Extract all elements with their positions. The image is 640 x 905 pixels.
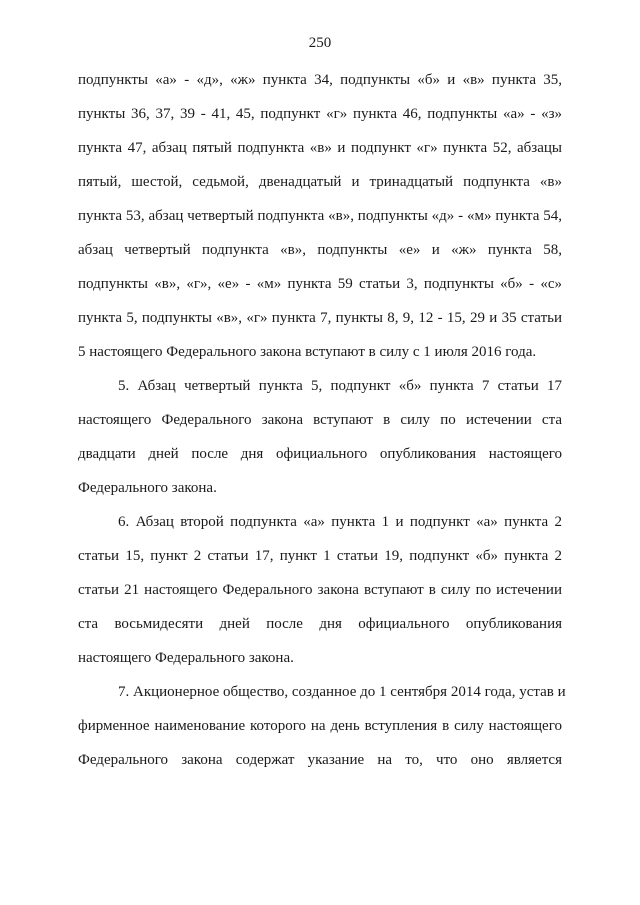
text-line: подпункты «в», «г», «е» - «м» пункта 59 статьи 3, подпункты «б» - «с» [78,276,562,292]
text-line: 7. Акционерное общество, созданное до 1 сентября 2014 года, устав и [118,684,566,700]
text-line: Федерального закона. [78,480,217,496]
text-line: пункта 53, абзац четвертый подпункта «в», подпункты «д» - «м» пункта 54, [78,208,562,224]
text-line: статьи 21 настоящего Федерального закона вступают в силу по истечении [78,582,562,598]
text-line: двадцати дней после дня официального опубликования настоящего [78,446,562,462]
paragraph [78,682,566,784]
text-line: пункты 36, 37, 39 - 41, 45, подпункт «г» пункта 46, подпункты «а» - «з» [78,106,562,122]
text-line: пятый, шестой, седьмой, двенадцатый и тринадцатый подпункта «в» [78,174,562,190]
text-line: абзац четвертый подпункта «в», подпункты «е» и «ж» пункта 58, [78,242,562,258]
text-line: 5. Абзац четвертый пункта 5, подпункт «б» пункта 7 статьи 17 [118,378,562,394]
text-line: пункта 5, подпункты «в», «г» пункта 7, пункты 8, 9, 12 - 15, 29 и 35 статьи [78,310,562,326]
text-line: 5 настоящего Федерального закона вступают в силу с 1 июля 2016 года. [78,344,537,360]
text-line: пункта 47, абзац пятый подпункта «в» и подпункт «г» пункта 52, абзацы [78,140,562,156]
text-line: настоящего Федерального закона. [78,650,294,666]
text-line: подпункты «а» - «д», «ж» пункта 34, подпункты «б» и «в» пункта 35, [78,72,562,88]
text-line: 6. Абзац второй подпункта «а» пункта 1 и подпункт «а» пункта 2 [118,514,562,530]
text-line: ста восьмидесяти дней после дня официального опубликования [78,616,562,632]
document-body [78,70,566,784]
paragraph [78,512,562,682]
text-line: фирменное наименование которого на день вступления в силу настоящего [78,718,562,734]
page-number: 250 [308,35,332,51]
paragraph [78,70,562,376]
text-line: Федерального закона содержат указание на то, что оно является [78,752,562,768]
text-line: статьи 15, пункт 2 статьи 17, пункт 1 статьи 19, подпункт «б» пункта 2 [78,548,562,564]
text-line: настоящего Федерального закона вступают в силу по истечении ста [78,412,562,428]
paragraph [78,376,562,512]
